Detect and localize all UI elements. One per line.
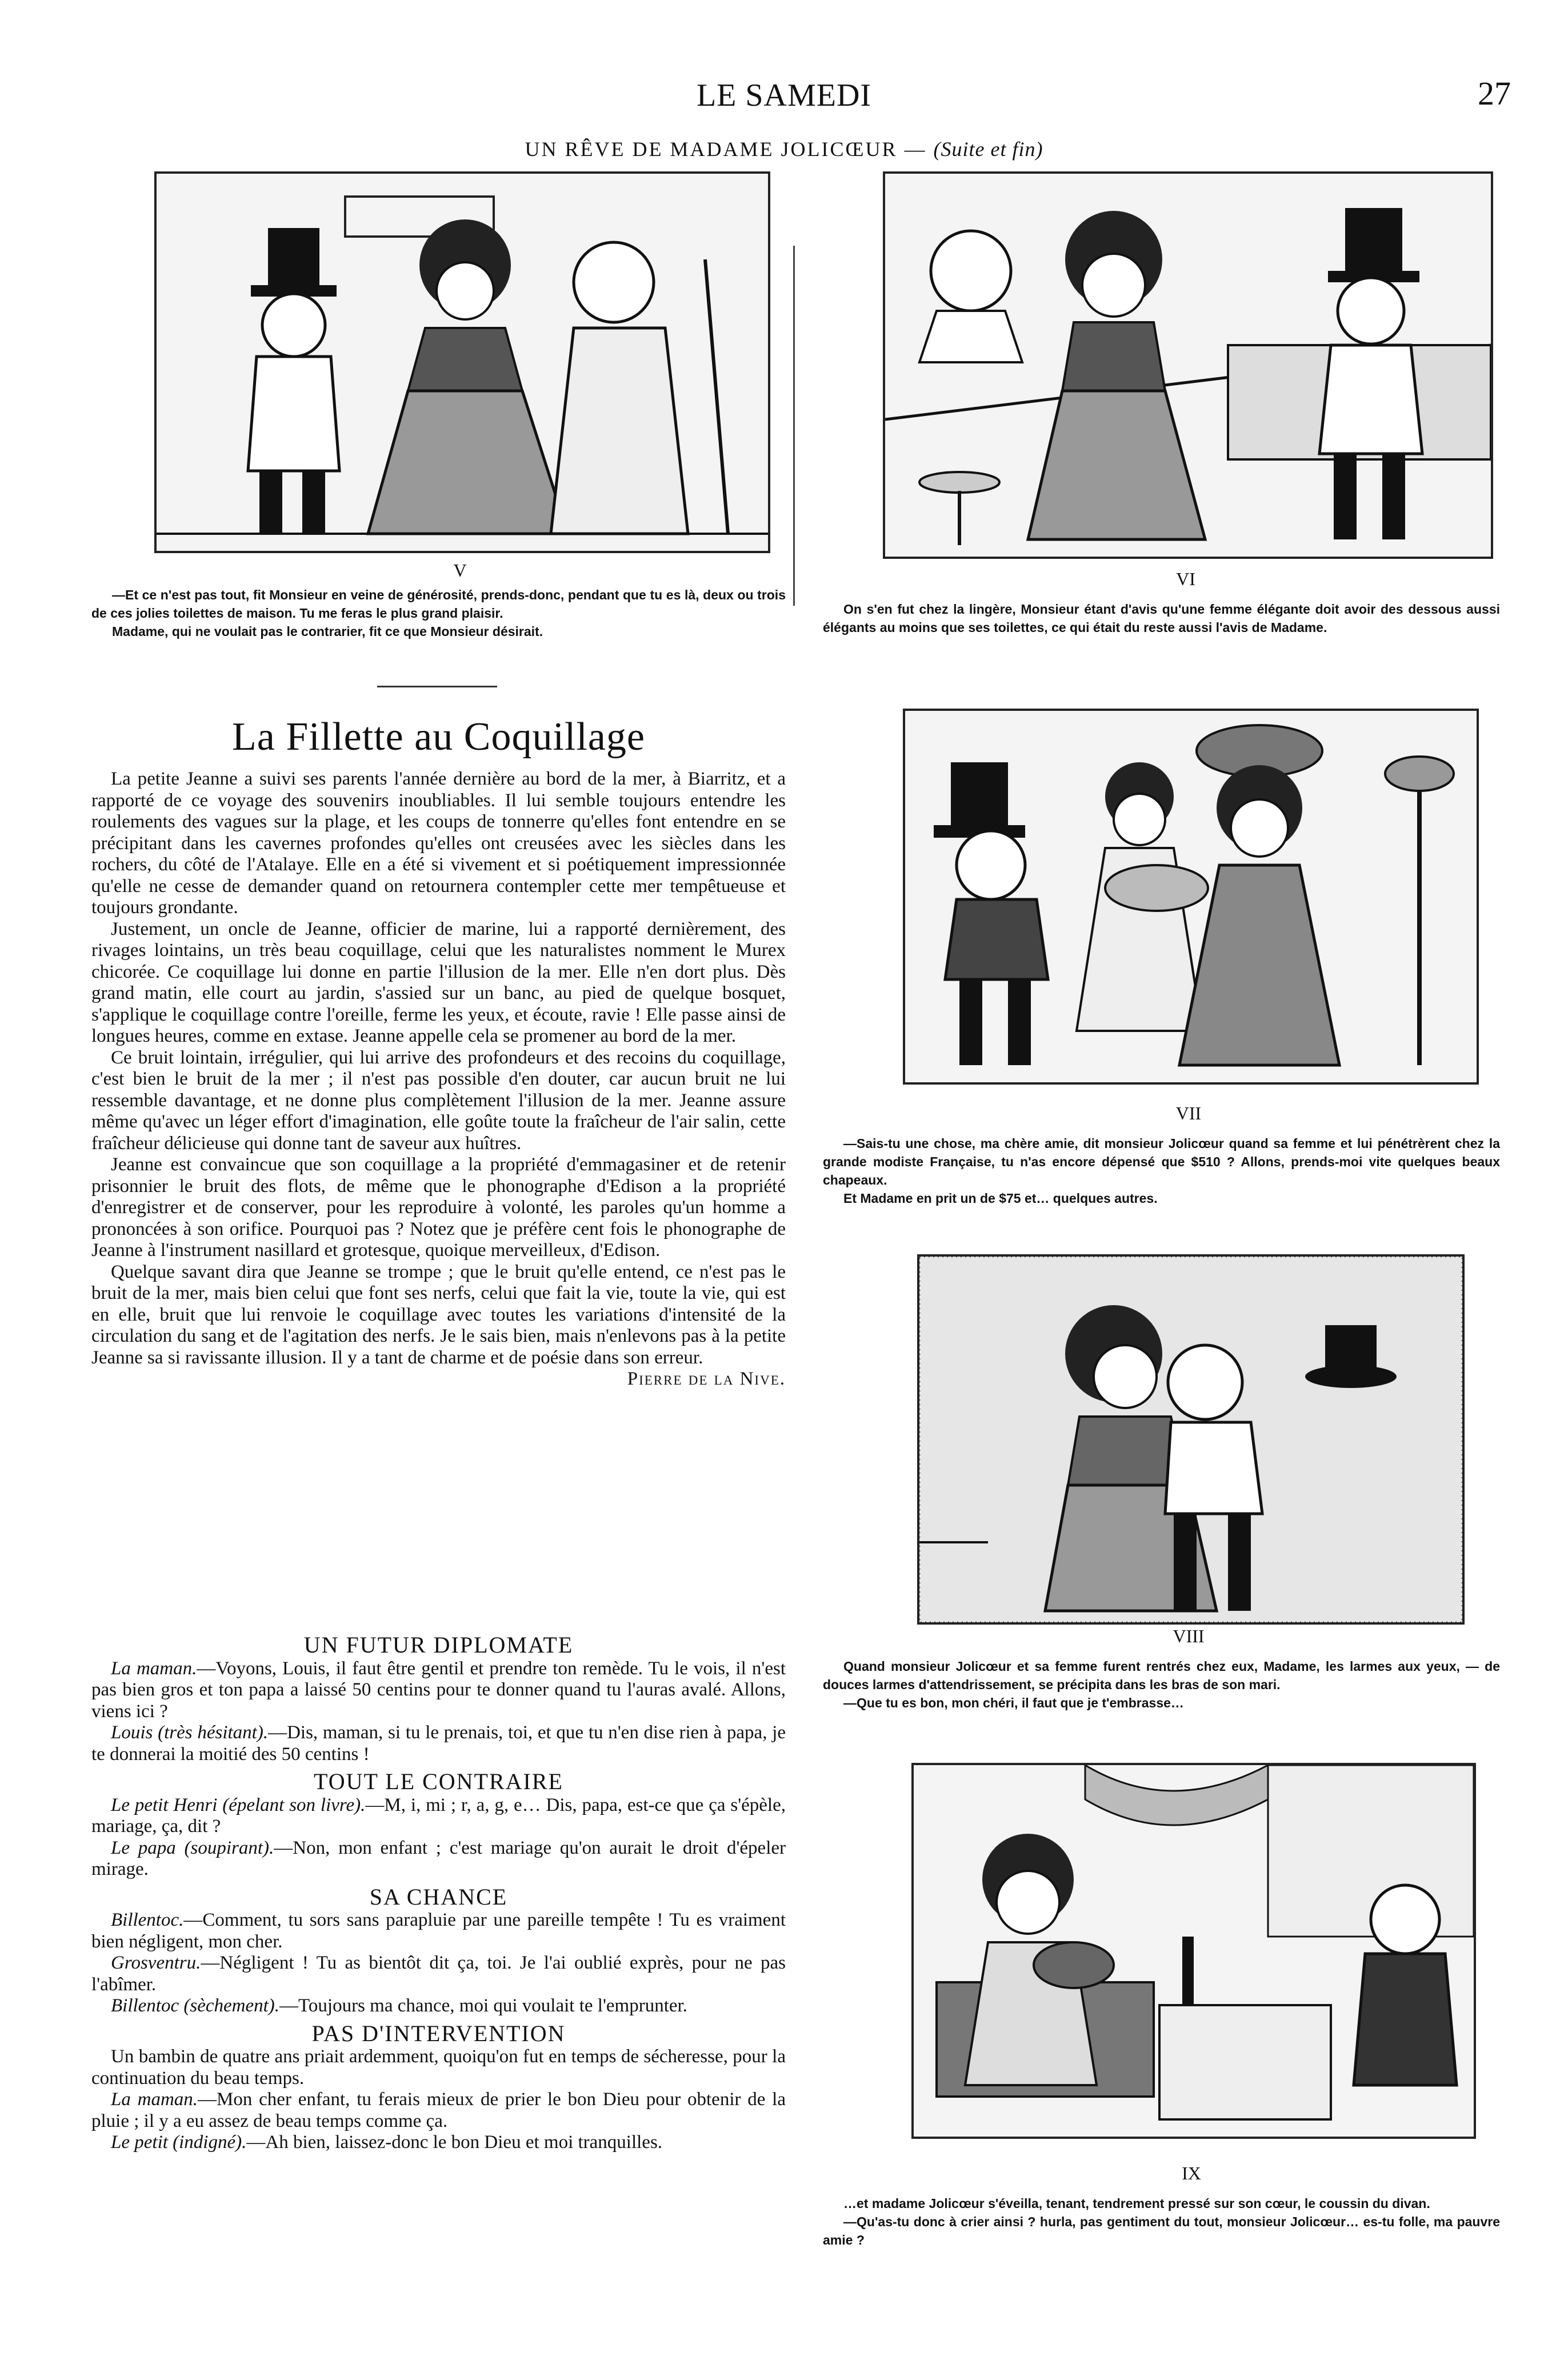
anecdote-heading: SA CHANCE <box>369 1883 508 1910</box>
article-author: Pierre de la Nive. <box>627 1369 786 1389</box>
speaker: Le papa (soupirant). <box>111 1837 274 1858</box>
line-text: Un bambin de quatre ans priait ardemment, quoiqu'on fut en temps de sécheresse, pour la continuation du beau temps. <box>91 2046 786 2089</box>
awakening-scene-drawing <box>914 1765 1474 2137</box>
speaker: Le petit Henri (épelant son livre). <box>111 1794 366 1815</box>
anecdote-line <box>91 1795 786 1838</box>
line-text: —Comment, tu sors sans parapluie par une pareille tempête ! Tu es vraiment bien négligent, mon cher. <box>91 1910 786 1952</box>
line-text: —M, i, mi ; r, a, g, e… Dis, papa, est-ce que ça s'épèle, mariage, ça, dit ? <box>91 1794 786 1837</box>
milliner-scene-drawing <box>905 711 1477 1082</box>
article-paragraph: Jeanne est convaincue que son coquillage a la propriété d'emmagasiner et de retenir prisonnier le bruit des flots, de même que le phonographe d'Edison a la propriété d'enregistrer et de conserver, pour les reproduire à volonté, les paroles qu'un homme a prononcées à son orifice. Pourquoi pas ? Notez que je préfère cent fois le phonographe de Jeanne à l'instrument nasillard et grotesque, quoique merveilleux, d'Edison. <box>91 1154 786 1261</box>
illustration-vii-numeral: VII <box>1175 1103 1202 1123</box>
line-text: —Voyons, Louis, il faut être gentil et prendre ton remède. Tu le vois, il n'est pas bien gros et ton papa a laissé 50 centins pour te donner quand tu l'auras avalé. Allons, viens ici ? <box>91 1658 786 1722</box>
speaker: La maman. <box>111 1658 197 1679</box>
caption-line: —Sais-tu une chose, ma chère amie, dit monsieur Jolicœur quand sa femme et lui pénétrèrent chez la grande modiste Française, tu n'as encore dépensé que $510 ? Allons, prends-moi vite quelques beaux chapeaux. <box>823 1136 1500 1187</box>
caption-line: Quand monsieur Jolicœur et sa femme furent rentrés chez eux, Madame, les larmes aux yeux, — de douces larmes d'attendrissement, se précipita dans les bras de son mari. <box>823 1659 1500 1692</box>
illustration-viii-numeral: VIII <box>1173 1626 1205 1646</box>
article-title: La Fillette au Coquillage <box>232 715 645 759</box>
anecdote-line <box>91 1910 786 1953</box>
illustration-v-numeral: V <box>453 560 467 581</box>
masthead-title: LE SAMEDI <box>696 78 872 113</box>
line-text: —Mon cher enfant, tu ferais mieux de prier le bon Dieu pour obtenir de la pluie ; il y a eu assez de beau temps comme ça. <box>91 2089 786 2131</box>
caption-line: On s'en fut chez la lingère, Monsieur étant d'avis qu'une femme élégante doit avoir des dessous aussi élégants au moins que ses toilettes, ce qui était du reste aussi l'avis de Madame. <box>823 602 1500 635</box>
caption-line: —Que tu es bon, mon chéri, il faut que je t'embrasse… <box>843 1695 1184 1710</box>
caption-line: —Qu'as-tu donc à crier ainsi ? hurla, pas gentiment du tout, monsieur Jolicœur… es-tu folle, ma pauvre amie ? <box>823 2214 1500 2247</box>
line-text: —Ah bien, laissez-donc le bon Dieu et moi tranquilles. <box>246 2132 663 2153</box>
embrace-scene-drawing <box>919 1257 1462 1622</box>
line-text: —Non, mon enfant ; c'est mariage qu'on aurait le droit d'épeler mirage. <box>91 1837 786 1879</box>
anecdote-line <box>91 2089 786 2132</box>
article-paragraph: Quelque savant dira que Jeanne se trompe ; que le bruit qu'elle entend, ce n'est pas le bruit de la mer, mais bien celui que font ses nerfs, celui que fait la vie, toute la vie, qui est en elle, bruit que lui renvoie le coquillage avec toutes les variations d'intensité de la circulation du sang et de l'agitation des nerfs. Je le sais bien, mais n'enlevons pas à la petite Jeanne sa si ravissante illusion. Il y a tant de charme et de poésie dans son erreur. <box>91 1261 786 1368</box>
speaker: La maman. <box>111 2089 198 2110</box>
anecdote-line <box>91 1838 786 1881</box>
line-text: —Négligent ! Tu as bientôt dit ça, toi. Je l'ai oublié exprès, pour ne pas l'abîmer. <box>91 1953 786 1995</box>
illustration-viii-caption <box>823 1657 1500 1712</box>
illustration-viii <box>917 1254 1465 1625</box>
anecdotes <box>91 1629 786 2154</box>
anecdote-heading: PAS D'INTERVENTION <box>311 2020 566 2046</box>
dress-shop-scene-drawing <box>157 174 768 551</box>
speaker: Billentoc (sèchement). <box>111 1995 280 2016</box>
caption-line: Et Madame en prit un de $75 et… quelques autres. <box>843 1191 1158 1206</box>
anecdote-line <box>91 1953 786 1995</box>
lingerie-shop-scene-drawing <box>885 174 1491 557</box>
illustration-vii-caption <box>823 1134 1500 1207</box>
illustration-vi <box>883 171 1493 559</box>
series-heading <box>0 137 1568 161</box>
title-rule <box>377 686 497 687</box>
page-number: 27 <box>1478 75 1511 112</box>
speaker: Le petit (indigné). <box>111 2132 247 2153</box>
line-text: —Toujours ma chance, moi qui voulait te l'emprunter. <box>279 1995 687 2016</box>
illustration-v <box>154 171 770 553</box>
column-rule <box>793 246 795 606</box>
illustration-ix-caption <box>823 2194 1500 2249</box>
series-heading-text: UN RÊVE DE MADAME JOLICŒUR — <box>525 138 927 161</box>
article-paragraph: Ce bruit lointain, irrégulier, qui lui arrive des profondeurs et des recoins du coquillage, c'est bien le bruit de la mer ; il n'est pas possible d'en douter, car aucun bruit ne lui ressemble davantage, et ne donne plus complètement l'illusion de la mer. Jeanne assure même qu'avec un léger effort d'imagination, elle goûte toute la fraîcheur de l'air salin, cette fraîcheur délicieuse qui donne tant de saveur aux huîtres. <box>91 1047 786 1154</box>
illustration-ix-numeral: IX <box>1182 2163 1201 2183</box>
speaker: Billentoc. <box>111 1910 184 1930</box>
caption-line: —Et ce n'est pas tout, fit Monsieur en veine de générosité, prends-donc, pendant que tu es là, deux ou trois de ces jolies toilettes de maison. Tu me feras le plus grand plaisir. <box>91 587 786 621</box>
illustration-v-caption <box>91 586 786 641</box>
speaker: Louis (très hésitant). <box>111 1722 269 1743</box>
illustration-vii <box>903 709 1479 1085</box>
article-body <box>91 769 786 1390</box>
anecdote-line <box>91 2046 786 2089</box>
caption-line: Madame, qui ne voulait pas le contrarier, fit ce que Monsieur désirait. <box>112 624 543 639</box>
anecdote-heading: TOUT LE CONTRAIRE <box>314 1769 563 1794</box>
anecdote-heading: UN FUTUR DIPLOMATE <box>303 1632 574 1658</box>
anecdote-line <box>91 1995 786 2017</box>
caption-line: …et madame Jolicœur s'éveilla, tenant, tendrement pressé sur son cœur, le coussin du divan. <box>843 2196 1430 2211</box>
illustration-vi-numeral: VI <box>1176 569 1195 589</box>
line-text: —Dis, maman, si tu le prenais, toi, et que tu n'en dise rien à papa, je te donnerai la moitié des 50 centins ! <box>91 1722 786 1765</box>
series-heading-suffix: (Suite et fin) <box>933 138 1043 161</box>
article-paragraph: La petite Jeanne a suivi ses parents l'année dernière au bord de la mer, à Biarritz, et a rapporté de ce voyage des souvenirs inoubliables. Il lui semble toujours entendre les roulements des vagues sur la plage, et les coups de tonnerre qu'elles font entendre en se précipitant dans les cavernes profondes qu'elles ont creusées avec les siècles dans les rochers, du côté de l'Atalaye. Elle en a été si vivement et si poétiquement impressionnée qu'elle ne cesse de demander quand on retournera contempler cette mer tempêtueuse et toujours grondante. <box>91 769 786 918</box>
anecdote-line <box>91 1658 786 1723</box>
article-paragraph: Justement, un oncle de Jeanne, officier de marine, lui a rapporté dernièrement, des rivages lointains, un très beau coquillage, celui que les naturalistes nomment le Murex chicorée. Ce coquillage lui donne en partie l'illusion de la mer. Elle n'en dort plus. Dès grand matin, elle court au jardin, s'assied sur un banc, au pied de quelque bosquet, s'applique le coquillage contre l'oreille, ferme les yeux, et écoute, ravie ! Elle passe ainsi de longues heures, comme en extase. Jeanne appelle cela se promener au bord de la mer. <box>91 918 786 1046</box>
anecdote-line <box>91 1722 786 1765</box>
speaker: Grosventru. <box>111 1953 201 1973</box>
anecdote-line <box>91 2132 786 2154</box>
illustration-vi-caption <box>823 600 1500 637</box>
illustration-ix <box>911 1763 1476 2139</box>
